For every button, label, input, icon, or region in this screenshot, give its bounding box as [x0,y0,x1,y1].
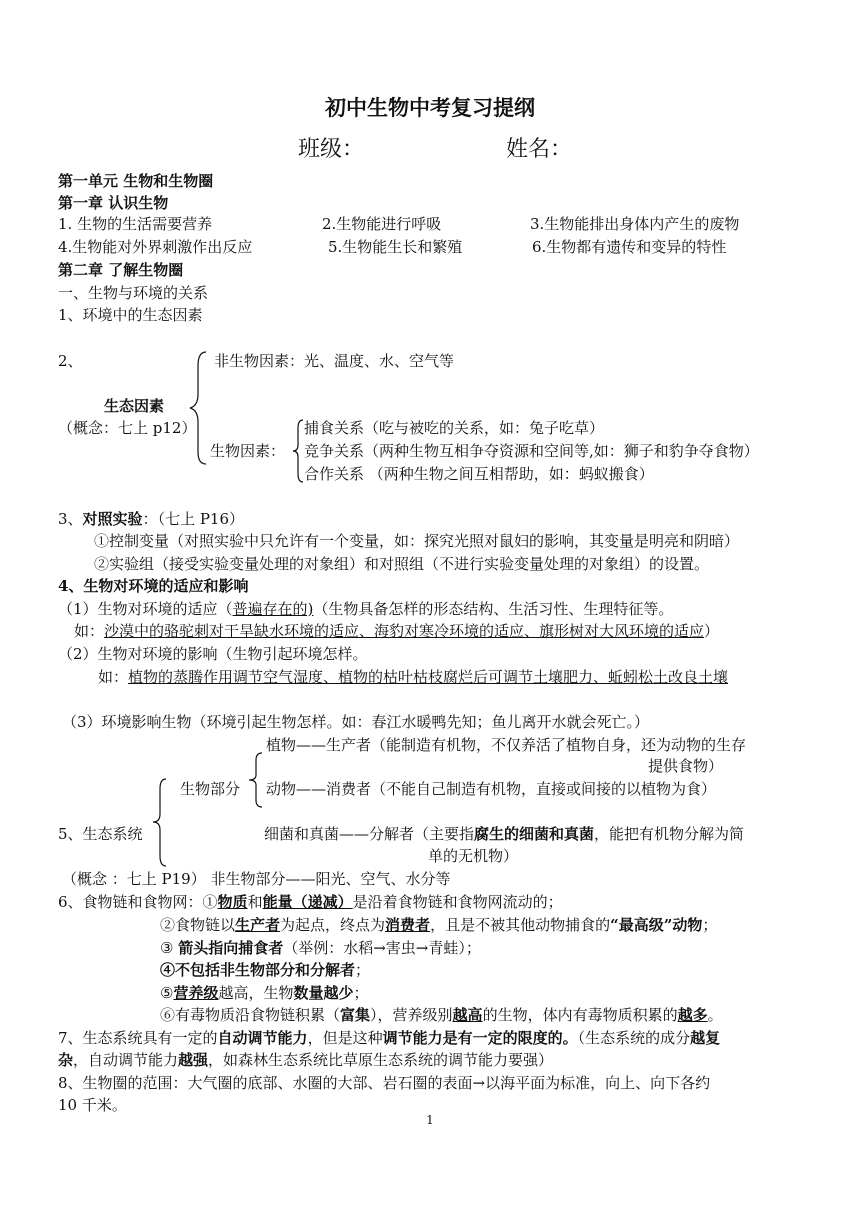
adaptation-point-2: （2）生物对环境的影响（生物引起环境怎样。 [58,645,368,663]
food-chain-line-3: ③ 箭头指向捕食者（举例：水稻→害虫→青蛙）； [160,939,481,957]
adaptation-example: 如：沙漠中的骆驼刺对干旱缺水环境的适应、海豹对寒冷环境的适应、旗形树对大风环境的适应） [74,622,720,640]
ecosystem-label: 5、生态系统 [58,825,143,843]
control-variable: ①控制变量（对照实验中只允许有一个变量，如：探究光照对鼠妇的影响，其变量是明亮和阴暗） [94,532,740,550]
item-number: 2、 [58,352,83,370]
feature-1: 1. 生物的生活需要营养 [58,215,213,233]
biosphere-range: 8、生物圈的范围：大气圈的底部、水圈的大部、岩石圈的表面→以海平面为标准，向上、向下各约 [58,1074,711,1092]
document-title: 初中生物中考复习提纲 [325,96,535,120]
competition-relation: 竞争关系（两种生物互相争夺资源和空间等,如：狮子和豹争夺食物） [304,442,759,460]
adaptation-point-3: （3）环境影响生物（环境引起生物怎样。如：春江水暖鸭先知；鱼儿离开水就会死亡。） [62,713,650,731]
decomposer-line-cont: 单的无机物） [428,847,519,865]
brace-icon [290,418,306,484]
brace-icon [244,750,266,810]
biosphere-range-cont: 10 千米。 [58,1096,127,1114]
feature-2: 2.生物能进行呼吸 [322,215,442,233]
feature-6: 6.生物都有遗传和变异的特性 [532,238,727,256]
eco-factor-label: 生态因素 [104,397,165,415]
biotic-part-label: 生物部分 [180,780,241,798]
feature-5: 5.生物能生长和繁殖 [328,238,463,256]
abiotic-factors: 非生物因素：光、温度、水、空气等 [214,352,455,370]
concept-ref: （概念：七上 p12） [58,419,197,437]
food-chain-line-1: 6、食物链和食物网：①物质和能量（递减）是沿着食物链和食物网流动的； [58,893,563,911]
cooperation-relation: 合作关系 （两种生物之间互相帮助，如：蚂蚁搬食） [304,465,654,483]
adaptation-point-1: （1）生物对环境的适应（普遍存在的)（生物具备怎样的形态结构、生活习性、生理特征等。 [58,600,674,618]
feature-3: 3.生物能排出身体内产生的废物 [530,215,740,233]
food-chain-line-2: ②食物链以生产者为起点，终点为消费者，且是不被其他动物捕食的“最高级”动物； [160,916,718,934]
page-number: 1 [426,1113,434,1127]
self-regulation-line-2: 杂，自动调节能力越强，如森林生态系统比草原生态系统的调节能力要强） [58,1051,554,1069]
brace-icon [148,776,170,868]
producer-line: 植物——生产者（能制造有机物，不仅养活了植物自身，还为动物的生存 [266,736,747,754]
unit-heading: 第一单元 生物和生物圈 [58,172,214,190]
experiment-groups: ②实验组（接受实验变量处理的对象组）和对照组（不进行实验变量处理的对象组）的设置。 [94,555,710,573]
ecosystem-concept: （概念 ：七上 P19） 非生物部分——阳光、空气、水分等 [62,870,451,888]
section-heading: 一、生物与环境的关系 [58,284,209,302]
control-experiment-heading: 3、对照实验：（七上 P16） [58,510,245,528]
feature-4: 4.生物能对外界刺激作出反应 [58,238,253,256]
producer-line-cont: 提供食物） [648,757,724,775]
food-chain-line-5: ⑤营养级越高，生物数量越少； [160,984,369,1002]
class-label: 班级： [298,137,365,162]
influence-example: 如：植物的蒸腾作用调节空气湿度、植物的枯叶枯枝腐烂后可调节土壤肥力、蚯蚓松土改良土壤 [98,668,729,686]
chapter-heading: 第二章 了解生物圈 [58,261,184,279]
chapter-heading: 第一章 认识生物 [58,194,169,212]
predation-relation: 捕食关系（吃与被吃的关系，如：兔子吃草） [304,419,605,437]
name-label: 姓名： [506,137,573,162]
self-regulation-line-1: 7、生态系统具有一定的自动调节能力，但是这种调节能力是有一定的限度的。（生态系统的成分越复 [58,1029,721,1047]
decomposer-line: 细菌和真菌——分解者（主要指腐生的细菌和真菌，能把有机物分解为简 [264,825,745,843]
adaptation-heading: 4、生物对环境的适应和影响 [58,577,249,595]
list-item: 1、环境中的生态因素 [58,306,203,324]
brace-icon [182,348,212,468]
food-chain-line-4: ④不包括非生物部分和分解者； [160,961,371,979]
consumer-line: 动物——消费者（不能自己制造有机物，直接或间接的以植物为食） [266,780,717,798]
biotic-factors: 生物因素： [210,442,286,460]
food-chain-line-6: ⑥有毒物质沿食物链积累（富集），营养级别越高的生物，体内有毒物质积累的越多。 [160,1006,723,1024]
